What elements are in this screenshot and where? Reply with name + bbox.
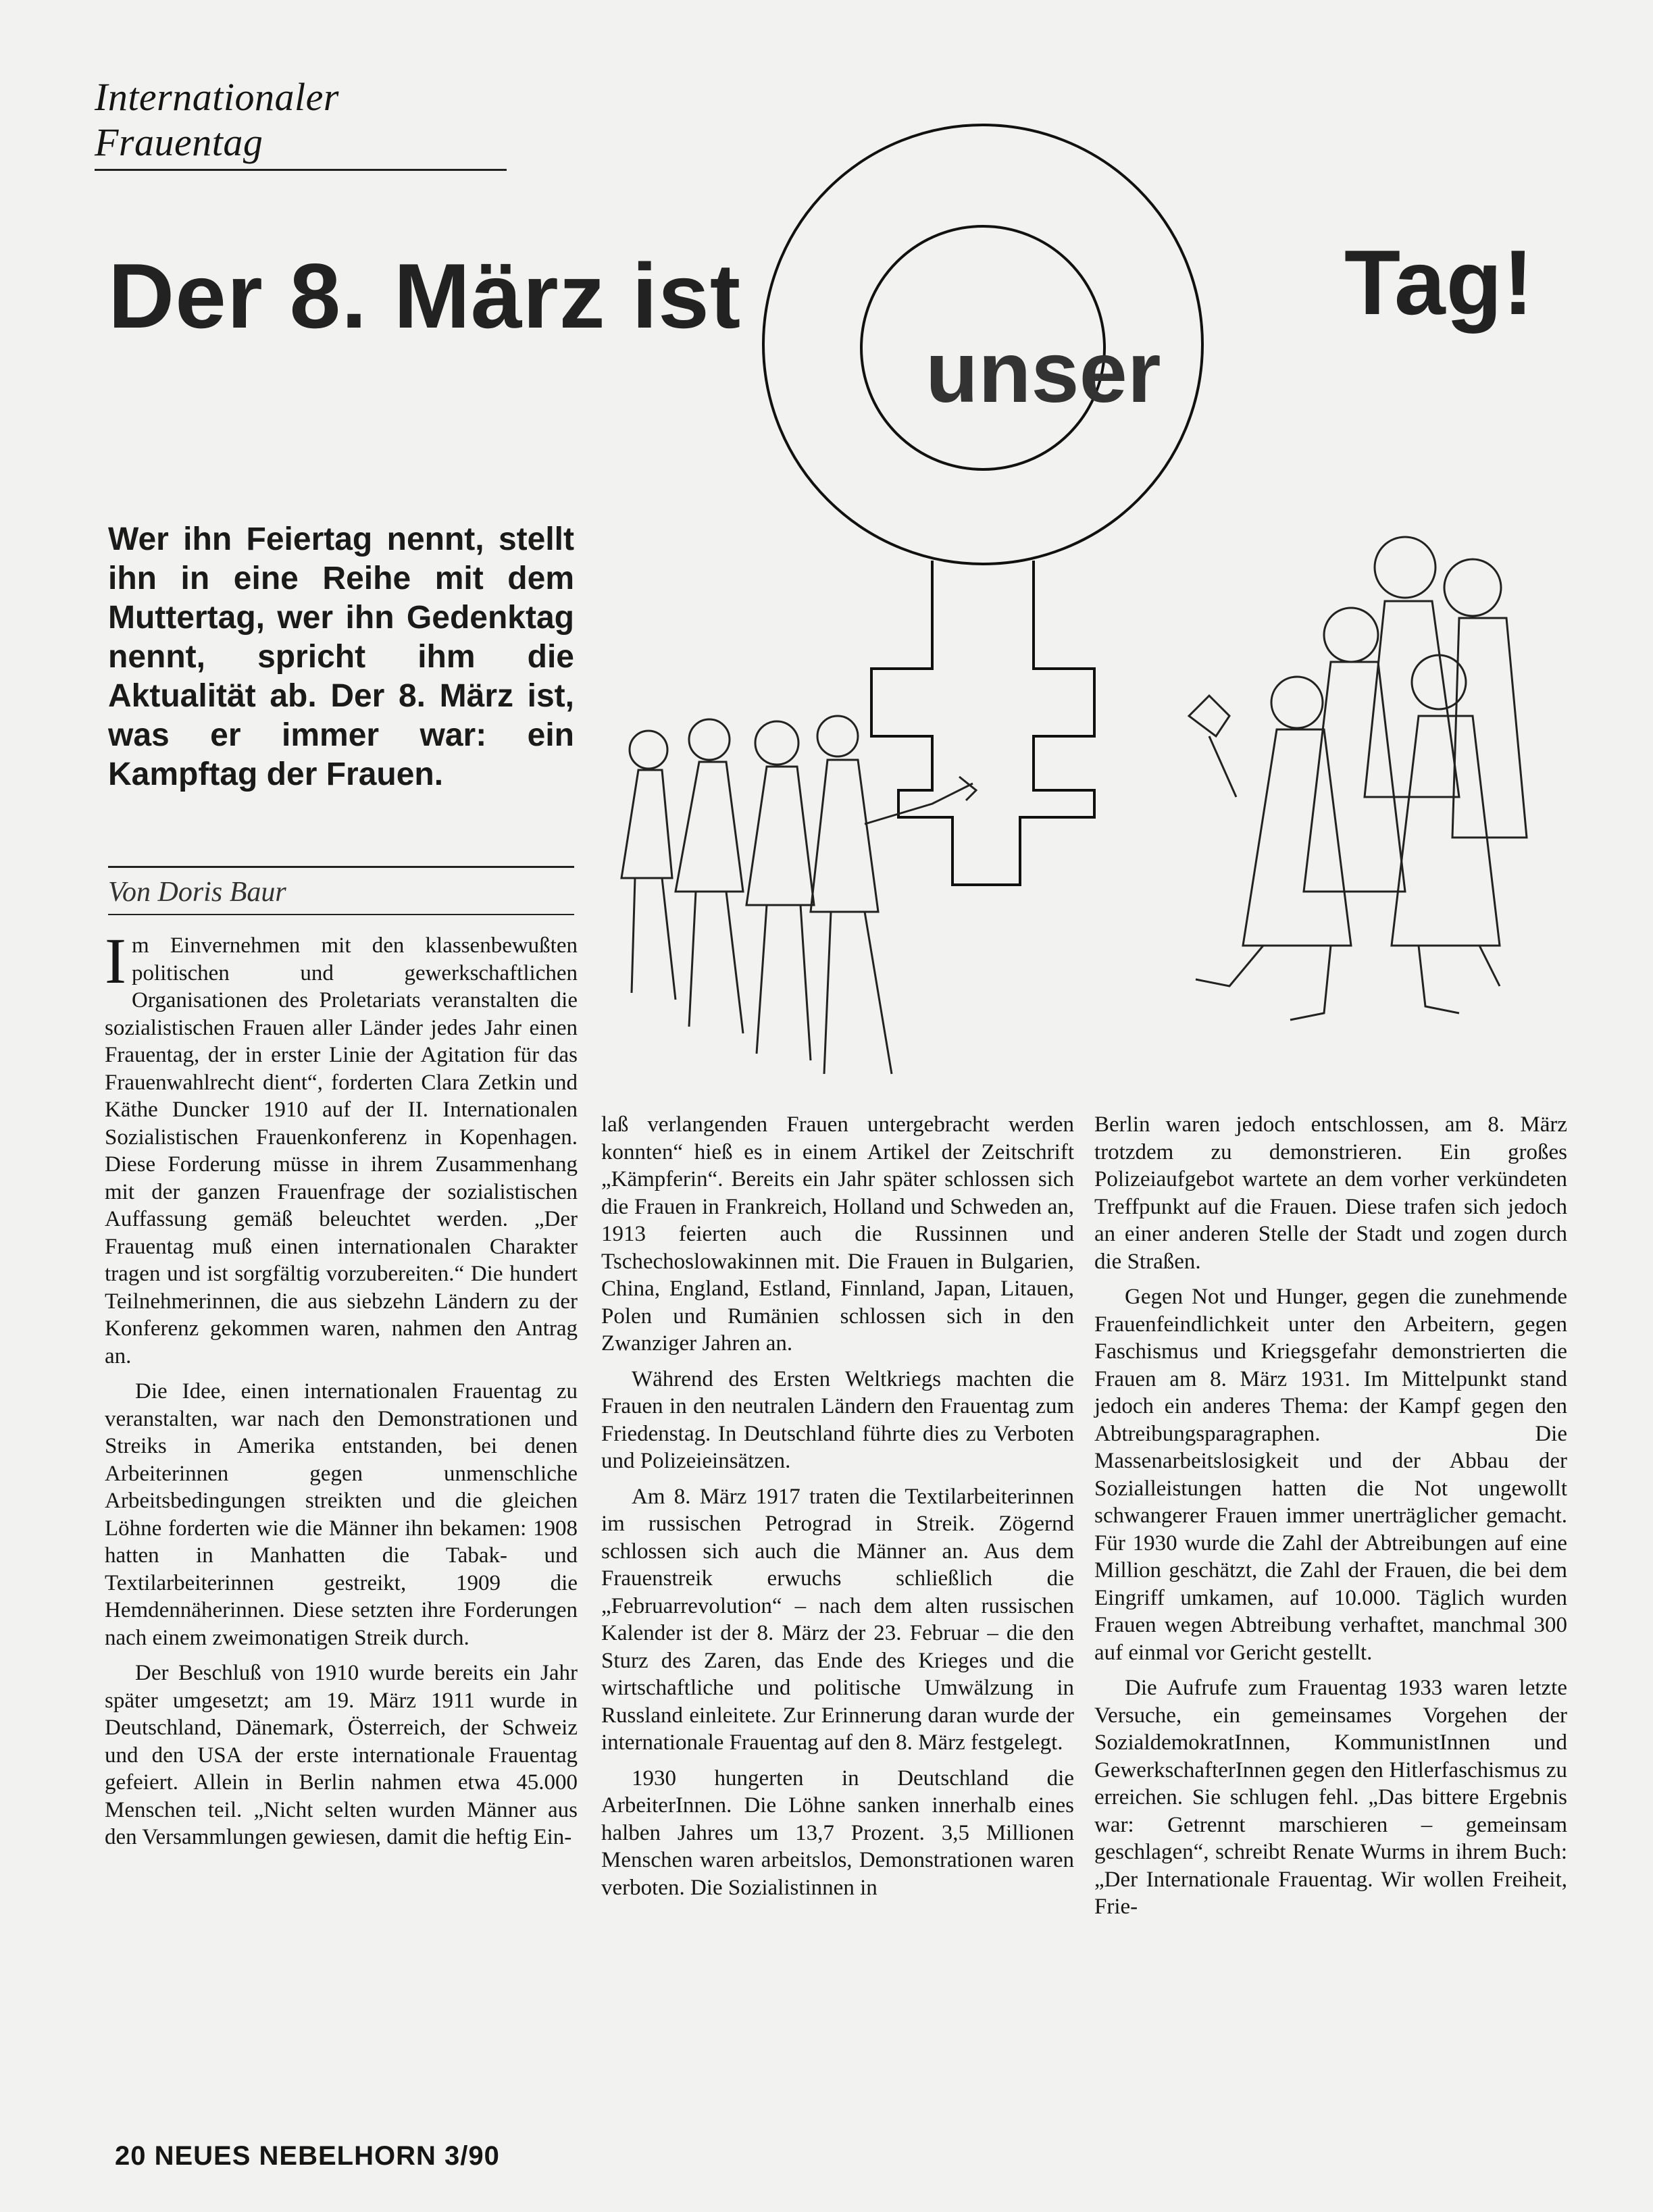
lead-paragraph: Wer ihn Feiertag nennt, stellt ihn in eine Reihe mit dem Muttertag, wer ihn Gedenktag nennt, spricht ihm die Aktualität ab. Der 8. März ist, was er immer war: ein Kampftag der Frauen. [108,521,574,792]
paragraph: Der Beschluß von 1910 wurde bereits ein Jahr später umgesetzt; am 19. März 1911 wurde in Deutschland, Dänemark, Österreich, der Schweiz und den USA der erste internationale Frauentag gefeiert. Allein in Berlin nahmen etwa 45.000 Menschen teil. „Nicht selten wurden Männer aus den Versammlungen gewiesen, damit die heftig Ein- [105,1661,578,1849]
paragraph: Gegen Not und Hunger, gegen die zunehmende Frauenfeindlichkeit unter den Arbeitern, gegen Faschismus und Kriegsgefahr demonstrierten die Frauen am 8. März 1931. Im Mittelpunkt stand jedoch ein anderes Thema: der Kampf gegen den Abtreibungsparagraphen. Die Massenarbeitslosigkeit und der Abbau der Sozialleistungen hatten die Not ungewollt schwangerer Frauen immer unerträglicher gemacht. Für 1930 wurde die Zahl der Abtreibungen auf eine Million geschätzt, die Zahl der Frauen, die bei dem Eingriff umkamen, auf 10.000. Täglich wurden Frauen wegen Abtreibung verhaftet, manchmal 300 auf einmal vor Gericht gestellt. [1094,1285,1567,1665]
paragraph: Am 8. März 1917 traten die Textilarbeiterinnen im russischen Petrograd in Streik. Zögernd schlossen sich auch die Männer an. Aus dem Frauenstreik erwuchs schließlich die „Februarrevolution“ – nach dem alten russischen Kalender ist der 8. März der 23. Februar – die den Sturz des Zaren, das Ende des Krieges und die wirtschaftliche und politische Umwälzung in Russland einleitete. Zur Erinnerung daran wurde der internationale Frauentag auf den 8. März festgelegt. [601,1484,1074,1755]
paragraph: 1930 hungerten in Deutschland die ArbeiterInnen. Die Löhne sanken innerhalb eines halben Jahres um 13,7 Prozent. 3,5 Millionen Menschen waren arbeitslos, Demonstrationen waren verboten. Die Sozialistinnen in [601,1766,1074,1900]
article-column-2 [601,1111,1074,1909]
article-column-1 [105,925,578,1859]
marching-women-drawing-right [1148,513,1567,1040]
page-footer: 20 NEUES NEBELHORN 3/90 [115,2141,500,2171]
article-column-3 [1094,1111,1567,1929]
paragraph: Während des Ersten Weltkriegs machten die Frauen in den neutralen Ländern den Frauentag zum Friedenstag. In Deutschland führte dies zu Verboten und Polizeieinsätzen. [601,1366,1074,1473]
marching-women-drawing-left [608,709,986,1087]
paragraph: Berlin waren jedoch entschlossen, am 8. März trotzdem zu demonstrieren. Ein großes Polizeiaufgebot wartete an dem vorher verkündeten Treffpunkt auf die Frauen. Diese trafen sich jedoch an einer anderen Stelle der Stadt und zogen durch die Straßen. [1094,1112,1567,1274]
drop-cap: I [105,925,126,997]
paragraph-text: m Einvernehmen mit den klassenbewußten politischen und gewerkschaftlichen Organisationen des Proletariats veranstalten die sozialistischen Frauen aller Länder jedes Jahr einen Frauentag, der in erster Linie der Agitation für das Frauenwahlrecht dient“, forderten Clara Zetkin und Käthe Duncker 1910 auf der II. Internationalen Sozialistischen Frauenkonferenz in Kopenhagen. Diese Forderung müsse in ihrem Zusammenhang mit der ganzen Frauenfrage der sozialistischen Auffassung gemäß beleuchtet werden. „Der Frauentag muß einen internationalen Charakter tragen und ist sorgfältig vorzubereiten.“ Die hundert Teilnehmerinnen, die aus siebzehn Ländern zu der Konferenz gekommen waren, nahmen den Antrag an. [105,933,578,1368]
section-label: Internationaler Frauentag [95,74,507,171]
paragraph: Die Aufrufe zum Frauentag 1933 waren letzte Versuche, ein gemeinsames Vorgehen der SozialdemokratInnen, KommunistInnen und GewerkschafterInnen gegen den Hitlerfaschismus zu erreichen. Sie schlugen fehl. „Das bittere Ergebnis war: Getrennt marschieren – gemeinsam geschlagen“, schreibt Renate Wurms in ihrem Buch: „Der Internationale Frauentag. Wir wollen Freiheit, Frie- [1094,1676,1567,1919]
headline-right: Tag! [1344,231,1534,334]
paragraph [105,925,578,1370]
paragraph: laß verlangenden Frauen untergebracht werden konnten“ hieß es in einem Artikel der Zeitschrift „Kämpferin“. Bereits ein Jahr später schlossen sich die Frauen in Frankreich, Holland und Schweden an, 1913 feierten auch die Russinnen und Tschechoslowakinnen mit. Die Frauen in Bulgarien, China, England, Estland, Finnland, Japan, Litauen, Polen und Rumänien schlossen sich in den Zwanziger Jahren an. [601,1112,1074,1356]
paragraph: Die Idee, einen internationalen Frauentag zu veranstalten, war nach den Demonstrationen und Streiks in Amerika entstanden, bei denen Arbeiterinnen gegen unmenschliche Arbeitsbedingungen streikten und die gleichen Löhne forderten wie die Männer ihn bekamen: 1908 hatten in Manhatten die Tabak- und Textilarbeiterinnen gestreikt, 1909 die Hemdennäherinnen. Diese setzten ihre Forderungen nach einem zweimonatigen Streik durch. [105,1379,578,1650]
byline: Von Doris Baur [108,866,574,915]
headline-left: Der 8. März ist [108,245,742,347]
headline-center: unser [925,324,1161,421]
